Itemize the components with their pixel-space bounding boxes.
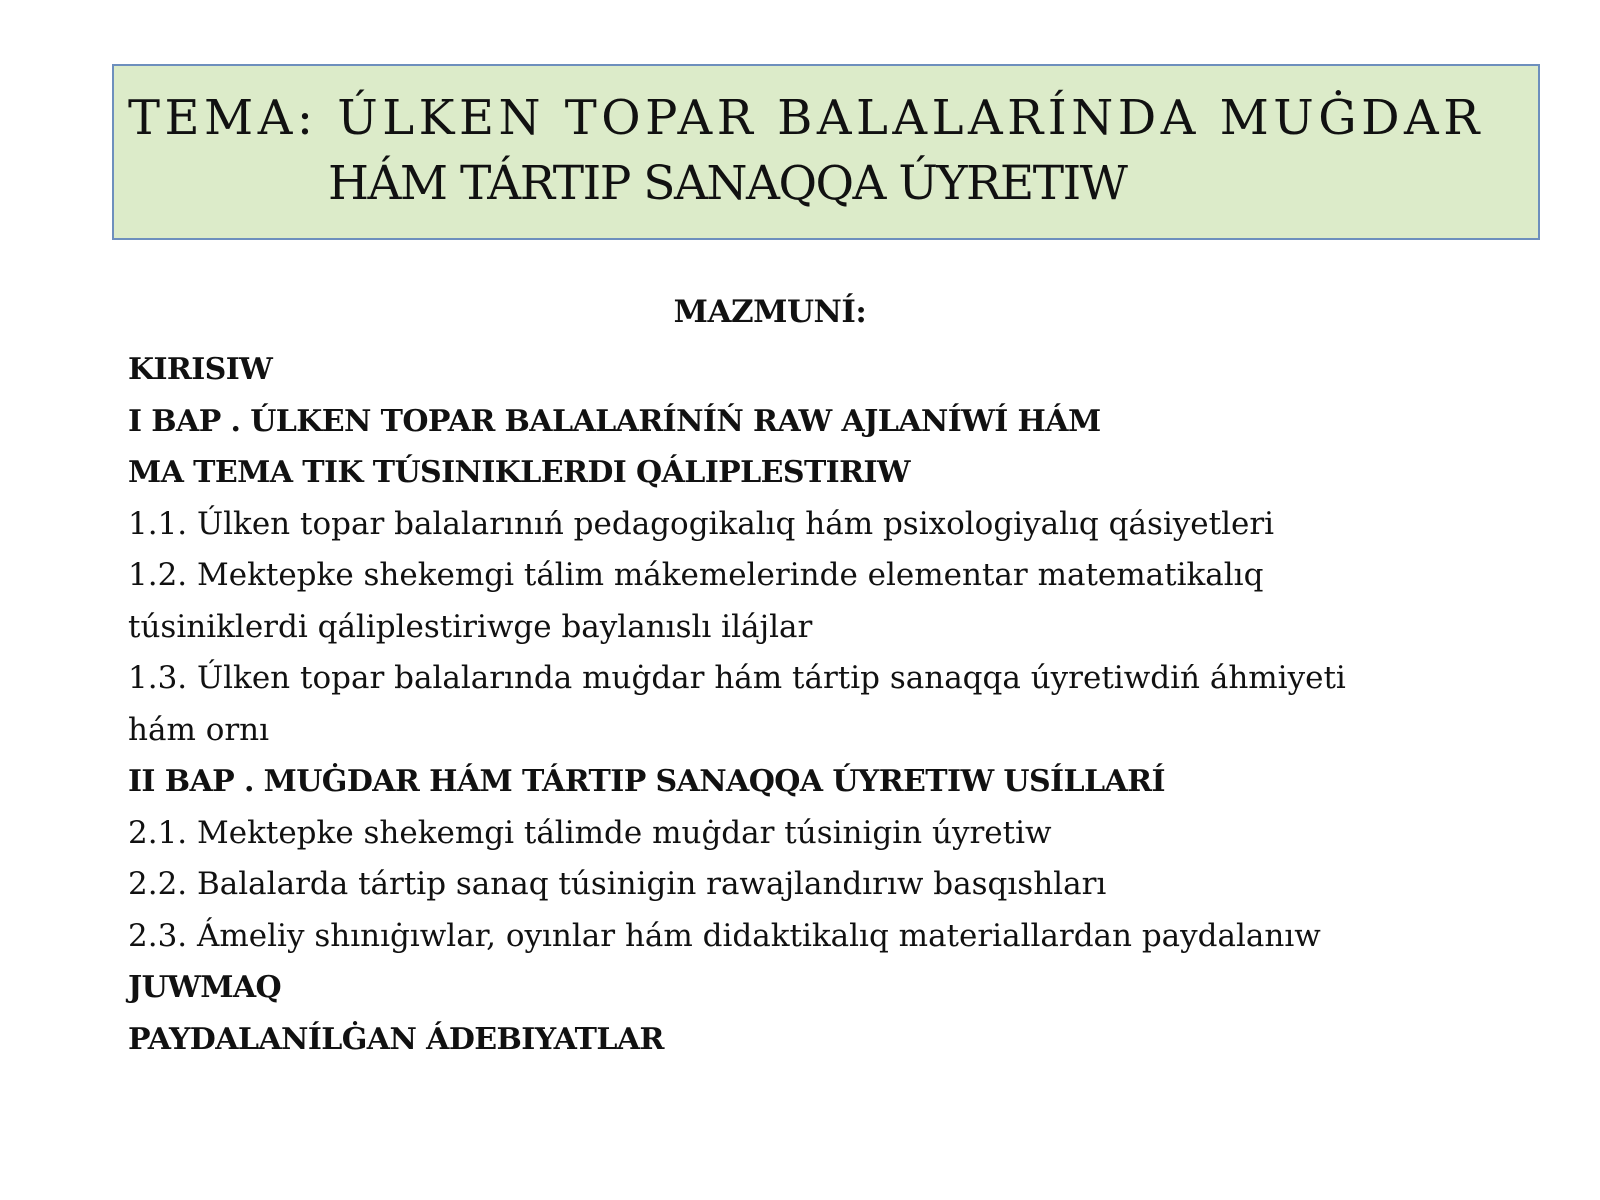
table-of-contents (128, 344, 1548, 1065)
toc-line: 1.2. Mektepke shekemgi tálim mákemelerinde elementar matematikalıq (128, 557, 1264, 593)
toc-line: KIRISIW (128, 352, 273, 387)
title-line-2: HÁM TÁRTIP SANAQQA ÚYRETIW (328, 156, 1127, 211)
contents-heading: MAZMUNÍ: (673, 294, 867, 330)
toc-line: PAYDALANÍLĠAN ÁDEBIYATLAR (128, 1021, 664, 1057)
toc-line: 2.1. Mektepke shekemgi tálimde muġdar túsinigin úyretiw (128, 814, 1052, 851)
toc-line: 1.1. Úlken topar balalarınıń pedagogikalıq hám psixologiyalıq qásiyetleri (128, 505, 1275, 542)
toc-line: hám ornı (128, 711, 270, 748)
toc-line: 2.3. Ámeliy shınıġıwlar, oyınlar hám didaktikalıq materiallardan paydalanıw (128, 917, 1321, 954)
title-box (112, 64, 1540, 240)
toc-line: 1.3. Úlken topar balalarında muġdar hám tártip sanaqqa úyretiwdiń áhmiyeti (128, 660, 1346, 696)
toc-line: I BAP . ÚLKEN TOPAR BALALARÍNÍŃ RAW AJLANÍWÍ HÁM (128, 403, 1101, 439)
toc-line: II BAP . MUĠDAR HÁM TÁRTIP SANAQQA ÚYRETIW USÍLLARÍ (128, 764, 1165, 799)
toc-line: túsiniklerdi qáliplestiriwge baylanıslı ilájlar (128, 608, 813, 645)
toc-line: JUWMAQ (128, 970, 282, 1005)
toc-line: 2.2. Balalarda tártip sanaq túsinigin rawajlandırıw basqıshları (128, 866, 1107, 902)
title-line-1: TEMA: ÚLKEN TOPAR BALALARÍNDA MUĠDAR (128, 90, 1484, 146)
toc-line: MA TEMA TIK TÚSINIKLERDI QÁLIPLESTIRIW (128, 455, 910, 490)
